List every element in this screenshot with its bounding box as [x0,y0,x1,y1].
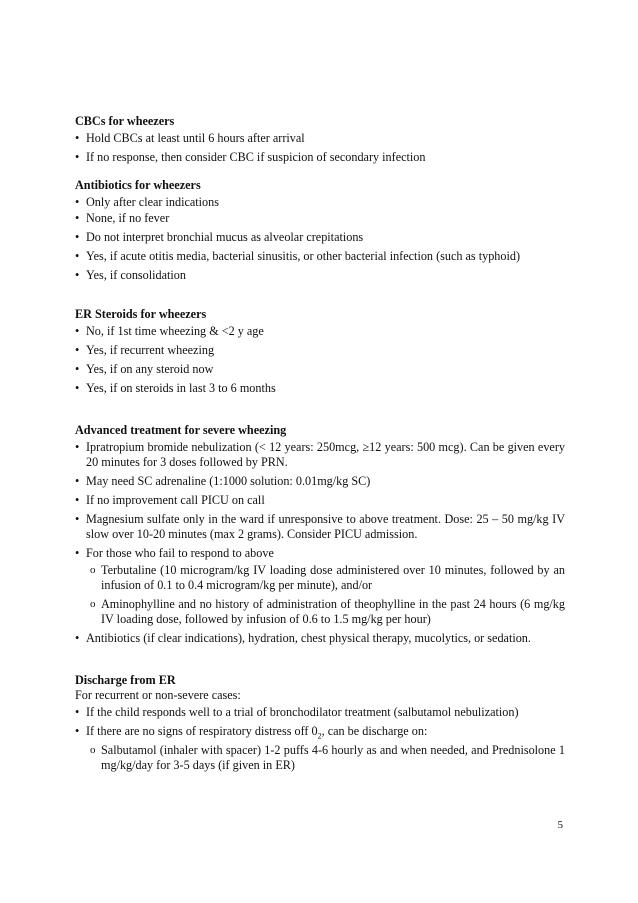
list-item [75,724,565,773]
steroids-heading: ER Steroids for wheezers [75,307,207,321]
antibiotics-list [75,195,565,283]
list-item: • None, if no fever [75,211,565,226]
list-item: • Yes, if consolidation [75,268,565,283]
list-item-text: , can be discharge on: [321,724,428,738]
list-item: • Yes, if acute otitis media, bacterial sinusitis, or other bacterial infection (such as typhoid) [75,249,565,264]
cbc-list [75,131,565,165]
sub-list-item: o Salbutamol (inhaler with spacer) 1-2 puffs 4-6 hourly as and when needed, and Prednisolone 1 mg/kg/day for 3-5 days (if given in ER) [90,743,565,773]
list-item [75,546,565,627]
cbc-heading: CBCs for wheezers [75,114,175,128]
discharge-section [75,673,565,773]
advanced-list [75,440,565,646]
page-number: 5 [557,819,563,831]
list-item: • Hold CBCs at least until 6 hours after arrival [75,131,565,146]
list-item: • Yes, if recurrent wheezing [75,343,565,358]
list-item: • Magnesium sulfate only in the ward if unresponsive to above treatment. Dose: 25 – 50 mg/kg IV slow over 10-20 minutes (max 2 grams). Consider PICU admission. [75,512,565,542]
list-item-text: If there are no signs of respiratory distress off 0 [86,724,318,738]
discharge-subheading: For recurrent or non-severe cases: [75,688,241,702]
advanced-section [75,423,565,646]
discharge-heading: Discharge from ER [75,673,176,687]
list-item: • Ipratropium bromide nebulization (< 12 years: 250mcg, ≥12 years: 500 mcg). Can be given every 20 minutes for 3 doses followed by PRN. [75,440,565,470]
list-item: • No, if 1st time wheezing & <2 y age [75,324,565,339]
list-item: • Antibiotics (if clear indications), hydration, chest physical therapy, mucolytics, or sedation. [75,631,565,646]
document-page [75,114,565,777]
steroids-list [75,324,565,396]
list-item: • May need SC adrenaline (1:1000 solution: 0.01mg/kg SC) [75,474,565,489]
advanced-heading: Advanced treatment for severe wheezing [75,423,287,437]
list-item: • Only after clear indications [75,195,565,210]
list-item: • If no response, then consider CBC if suspicion of secondary infection [75,150,565,165]
antibiotics-section [75,178,565,283]
list-item: • If the child responds well to a trial of bronchodilator treatment (salbutamol nebulization) [75,705,565,720]
list-item: • Do not interpret bronchial mucus as alveolar crepitations [75,230,565,245]
list-item: • If no improvement call PICU on call [75,493,565,508]
advanced-sublist [86,563,565,627]
discharge-list [75,705,565,773]
discharge-sublist [86,743,565,773]
sub-list-item: o Aminophylline and no history of administration of theophylline in the past 24 hours (6 mg/kg IV loading dose, followed by infusion of 0.6 to 1.5 mg/kg per hour) [90,597,565,627]
subscript-text: 2 [317,731,322,741]
list-item-text: For those who fail to respond to above [86,546,274,560]
cbc-section [75,114,565,165]
list-item: • Yes, if on steroids in last 3 to 6 months [75,381,565,396]
steroids-section [75,307,565,396]
antibiotics-heading: Antibiotics for wheezers [75,178,201,192]
list-item: • Yes, if on any steroid now [75,362,565,377]
sub-list-item: o Terbutaline (10 microgram/kg IV loading dose administered over 10 minutes, followed by an infusion of 0.1 to 0.4 microgram/kg per minute), and/or [90,563,565,593]
